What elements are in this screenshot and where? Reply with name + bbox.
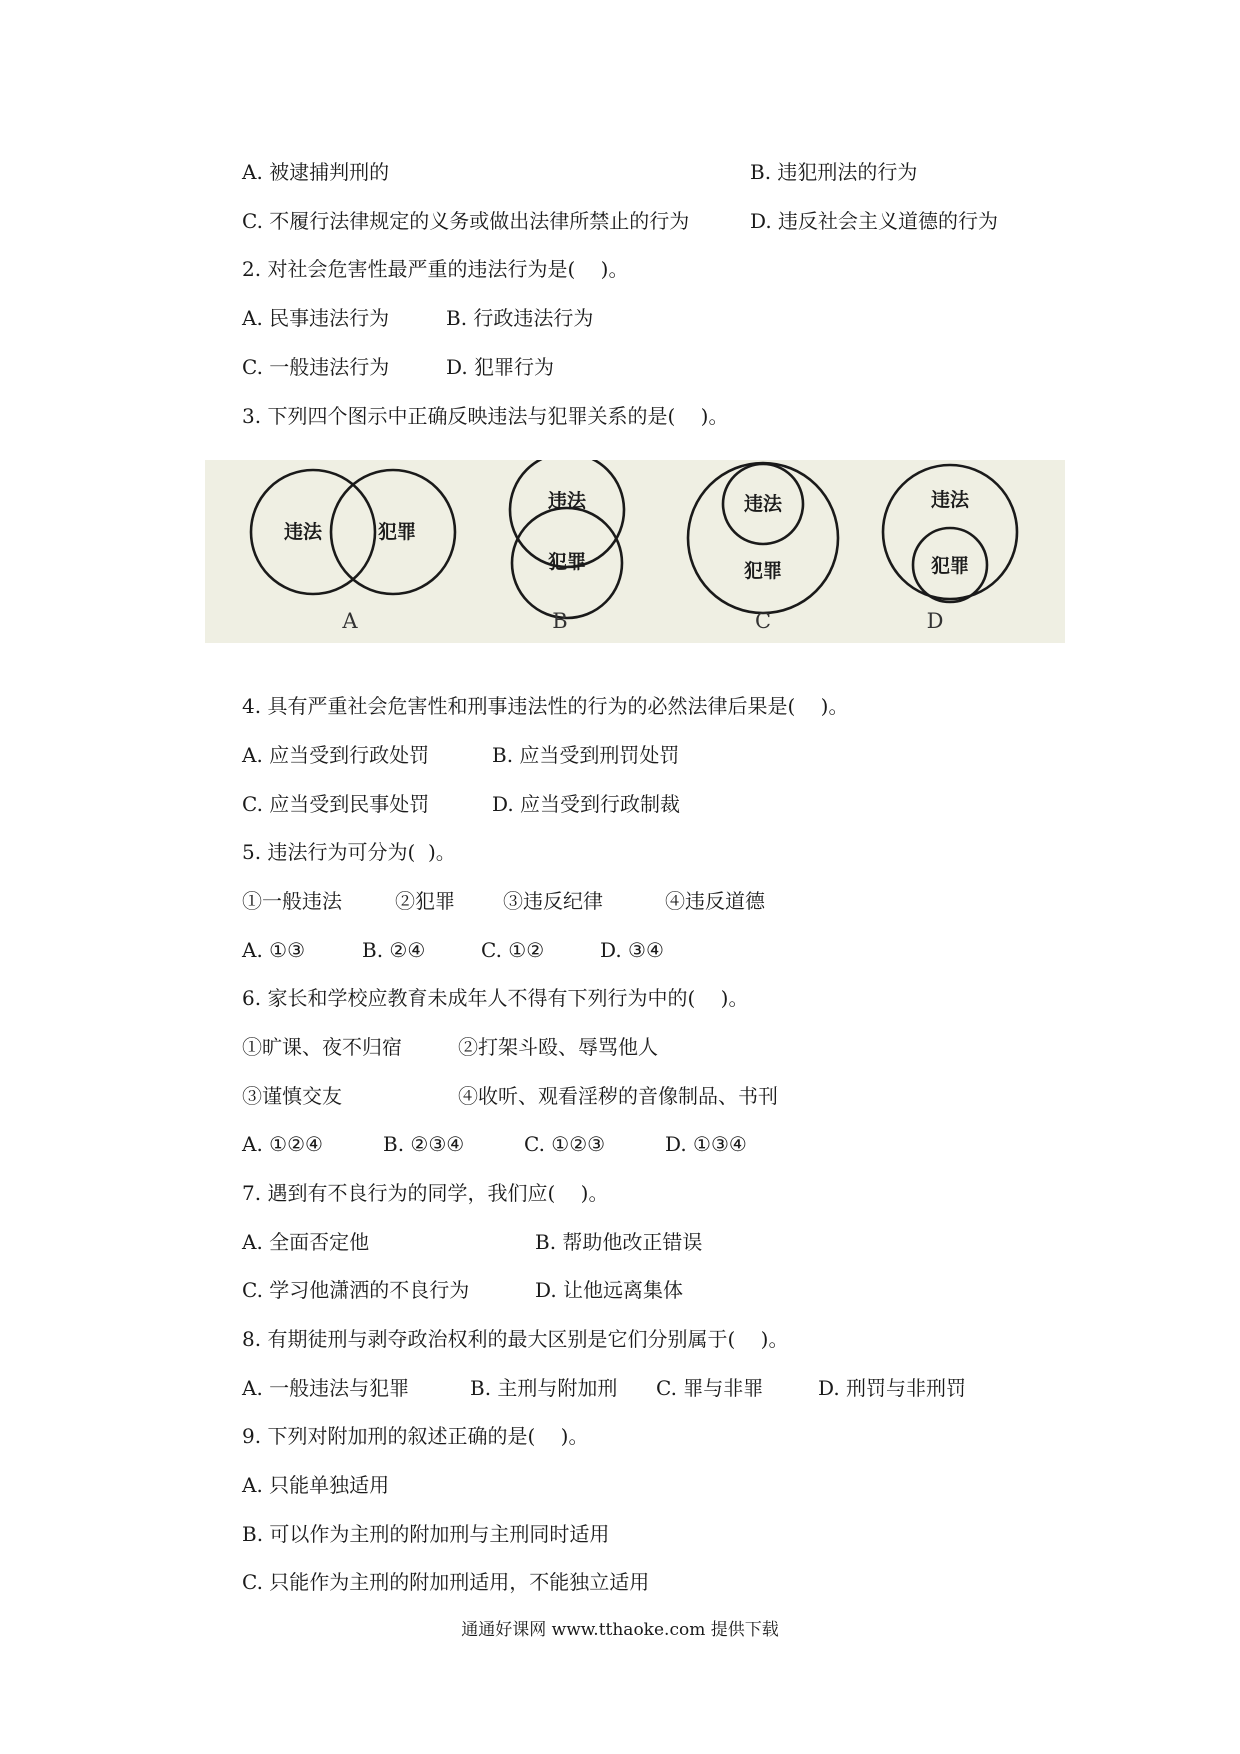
q5-item-2: ②犯罪 bbox=[395, 889, 455, 913]
q9-option-c: C. 只能作为主刑的附加刑适用，不能独立适用 bbox=[242, 1570, 650, 1594]
venn-diagrams-svg bbox=[205, 460, 1065, 643]
venn-b-fanzui-label: 犯罪 bbox=[547, 551, 587, 573]
q8-stem: 8. 有期徒刑与剥夺政治权利的最大区别是它们分别属于( )。 bbox=[242, 1327, 789, 1351]
q7-option-b: B. 帮助他改正错误 bbox=[535, 1230, 703, 1254]
q2-option-c: C. 一般违法行为 bbox=[242, 355, 390, 379]
q6-option-d: D. ①③④ bbox=[665, 1132, 747, 1156]
q9-stem: 9. 下列对附加刑的叙述正确的是( )。 bbox=[242, 1424, 589, 1448]
venn-d-weifa-label: 违法 bbox=[930, 489, 970, 511]
q5-item-1: ①一般违法 bbox=[242, 889, 342, 913]
q7-option-a: A. 全面否定他 bbox=[242, 1230, 370, 1254]
q9-option-a: A. 只能单独适用 bbox=[242, 1473, 390, 1497]
q2-option-a: A. 民事违法行为 bbox=[242, 306, 390, 330]
q5-option-d: D. ③④ bbox=[600, 938, 664, 962]
page-footer: 通通好课网 www.tthaoke.com 提供下载 bbox=[461, 1620, 779, 1640]
q5-item-4: ④违反道德 bbox=[665, 889, 765, 913]
q8-option-c: C. 罪与非罪 bbox=[656, 1376, 764, 1400]
q4-option-d: D. 应当受到行政制裁 bbox=[492, 792, 681, 816]
venn-a-weifa-label: 违法 bbox=[283, 521, 323, 543]
venn-letter-c: C bbox=[754, 609, 772, 633]
q4-option-b: B. 应当受到刑罚处罚 bbox=[492, 743, 680, 767]
venn-figure bbox=[205, 460, 1065, 643]
venn-c-fanzui-label: 犯罪 bbox=[743, 560, 783, 582]
q8-option-a: A. 一般违法与犯罪 bbox=[242, 1376, 410, 1400]
venn-b-weifa-label: 违法 bbox=[547, 490, 587, 512]
q8-option-d: D. 刑罚与非刑罚 bbox=[818, 1376, 967, 1400]
q1-option-a: A. 被逮捕判刑的 bbox=[242, 160, 390, 184]
q1-option-b: B. 违犯刑法的行为 bbox=[750, 160, 918, 184]
q6-option-c: C. ①②③ bbox=[524, 1132, 606, 1156]
q6-item-1: ①旷课、夜不归宿 bbox=[242, 1035, 402, 1059]
venn-c-fanzui-circle bbox=[688, 463, 838, 613]
venn-letter-d: D bbox=[926, 609, 944, 633]
venn-d-weifa-circle bbox=[883, 465, 1017, 599]
q2-option-b: B. 行政违法行为 bbox=[446, 306, 594, 330]
q8-option-b: B. 主刑与附加刑 bbox=[470, 1376, 618, 1400]
q9-option-b: B. 可以作为主刑的附加刑与主刑同时适用 bbox=[242, 1522, 610, 1546]
q6-item-3: ③谨慎交友 bbox=[242, 1084, 342, 1108]
q5-stem: 5. 违法行为可分为( )。 bbox=[242, 840, 456, 864]
q7-option-d: D. 让他远离集体 bbox=[535, 1278, 684, 1302]
q6-option-a: A. ①②④ bbox=[242, 1132, 323, 1156]
q4-option-a: A. 应当受到行政处罚 bbox=[242, 743, 430, 767]
q5-option-a: A. ①③ bbox=[242, 938, 306, 962]
q6-item-4: ④收听、观看淫秽的音像制品、书刊 bbox=[458, 1084, 778, 1108]
q1-option-c: C. 不履行法律规定的义务或做出法律所禁止的行为 bbox=[242, 209, 690, 233]
q4-option-c: C. 应当受到民事处罚 bbox=[242, 792, 430, 816]
q1-option-d: D. 违反社会主义道德的行为 bbox=[750, 209, 999, 233]
q4-stem: 4. 具有严重社会危害性和刑事违法性的行为的必然法律后果是( )。 bbox=[242, 694, 849, 718]
q6-item-2: ②打架斗殴、辱骂他人 bbox=[458, 1035, 658, 1059]
q2-option-d: D. 犯罪行为 bbox=[446, 355, 555, 379]
venn-letter-b: B bbox=[552, 609, 568, 633]
q7-option-c: C. 学习他潇洒的不良行为 bbox=[242, 1278, 470, 1302]
q6-stem: 6. 家长和学校应教育未成年人不得有下列行为中的( )。 bbox=[242, 986, 749, 1010]
q3-stem: 3. 下列四个图示中正确反映违法与犯罪关系的是( )。 bbox=[242, 404, 729, 428]
venn-c-weifa-label: 违法 bbox=[743, 493, 783, 515]
venn-a-fanzui-label: 犯罪 bbox=[377, 521, 417, 543]
q7-stem: 7. 遇到有不良行为的同学，我们应( )。 bbox=[242, 1181, 609, 1205]
q5-option-c: C. ①② bbox=[481, 938, 545, 962]
q5-item-3: ③违反纪律 bbox=[503, 889, 603, 913]
q5-option-b: B. ②④ bbox=[362, 938, 426, 962]
q6-option-b: B. ②③④ bbox=[383, 1132, 465, 1156]
venn-d-fanzui-label: 犯罪 bbox=[930, 555, 970, 577]
q2-stem: 2. 对社会危害性最严重的违法行为是( )。 bbox=[242, 257, 629, 281]
venn-letter-a: A bbox=[342, 609, 358, 633]
